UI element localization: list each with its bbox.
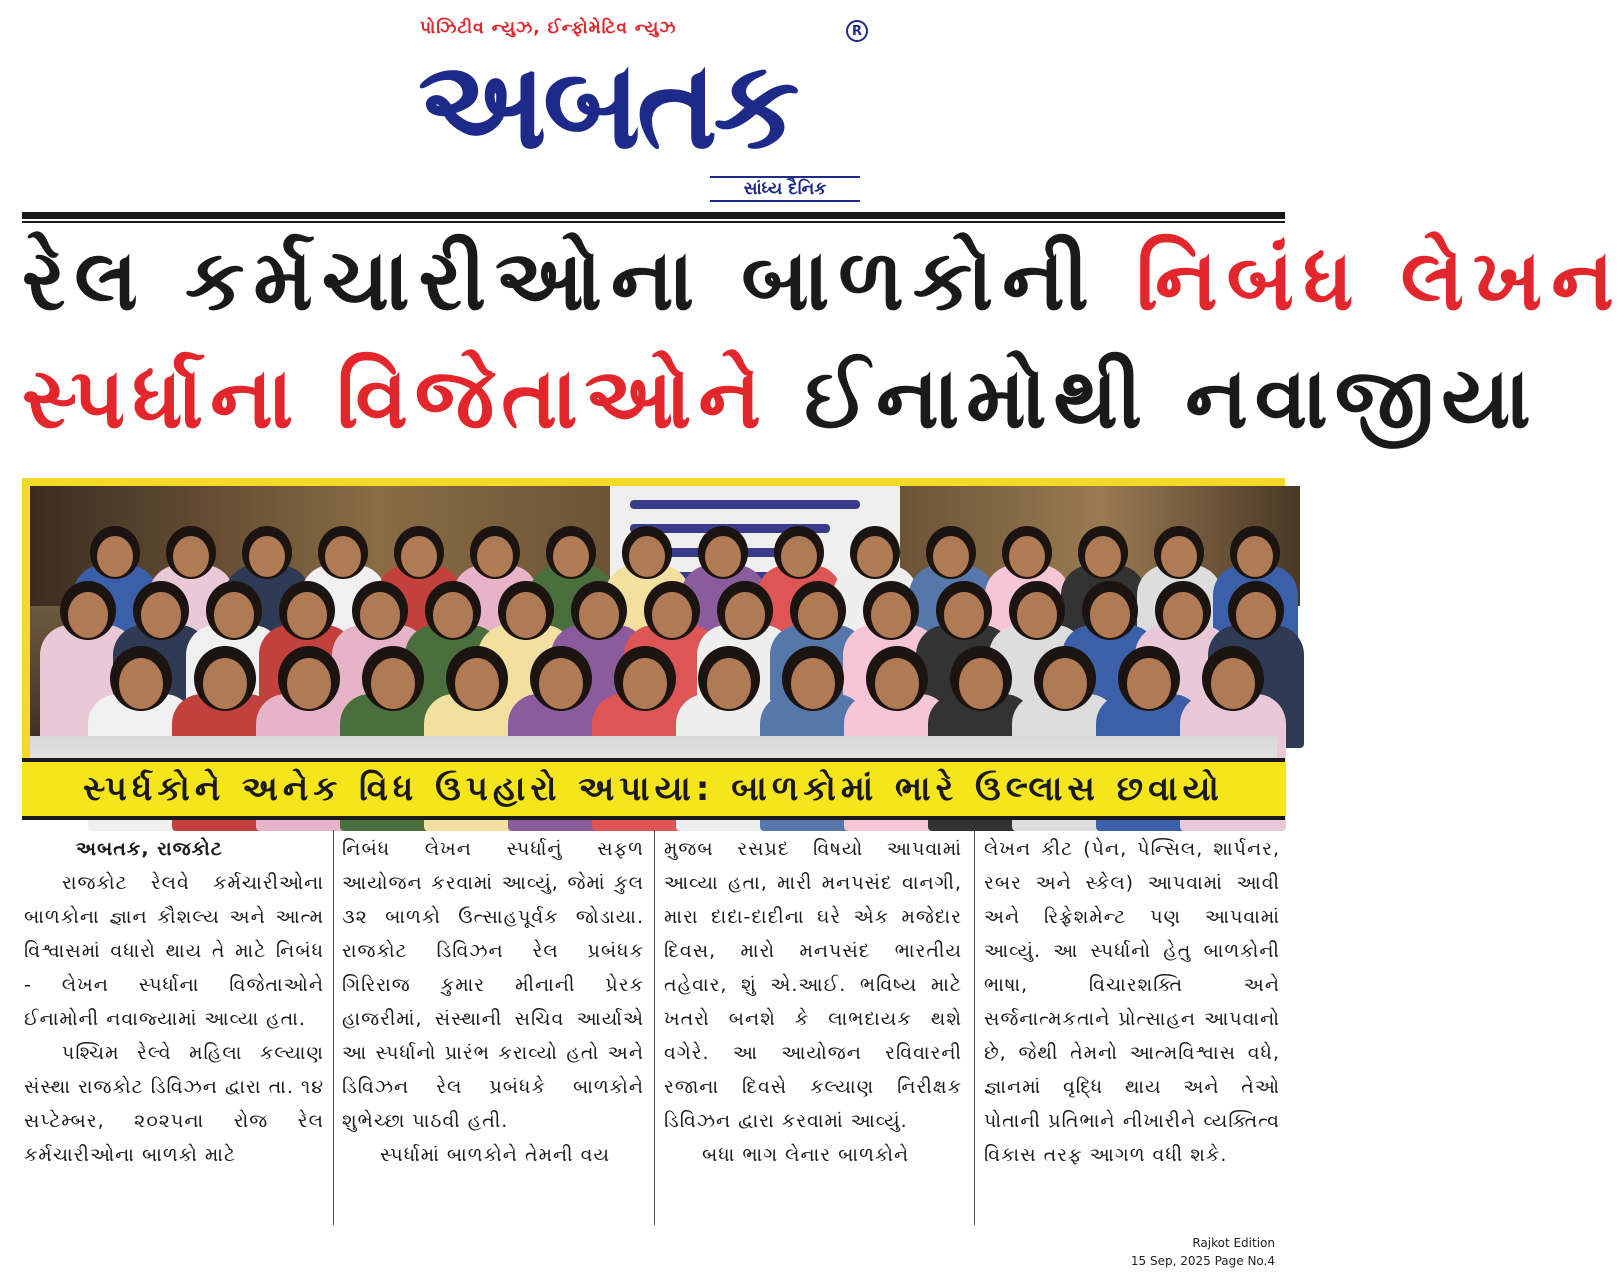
article-column-2 <box>342 832 644 1232</box>
person-face <box>249 536 285 577</box>
article-paragraph: નિબંધ લેખન સ્પર્ધાનું સફળ આયોજન કરવામાં આવ્યું, જેમાં કુલ ૩૨ બાળકો ઉત્સાહપૂર્વક જોડાયા. રાજકોટ ડિવિઝન રેલ પ્રબંધક ગિરિરાજ કુમાર મીનાની પ્રેરક હાજરીમાં, સંસ્થાની સચિવ આર્યાએ આ સ્પર્ધાનો પ્રારંભ કરાવ્યો હતો અને ડિવિઝન રેલ પ્રબંધકે બાળકોને શુભેચ્છા પાઠવી હતી. <box>342 838 644 1132</box>
person-face <box>97 536 133 577</box>
person-face <box>203 658 248 709</box>
headline-line-1-black: રેલ કર્મચારીઓના બાળકોની <box>22 231 1098 329</box>
banner-text-stroke <box>630 500 860 509</box>
person-face <box>1163 592 1203 638</box>
person-face <box>1211 658 1256 709</box>
person-face <box>725 592 765 638</box>
person-face <box>781 536 817 577</box>
column-divider <box>333 830 334 1225</box>
person-face <box>959 658 1004 709</box>
column-divider <box>974 830 975 1225</box>
page-footer <box>1131 1234 1275 1270</box>
headline-line-1 <box>22 231 1623 329</box>
article-paragraph: મુજબ રસપ્રદ વિષયો આપવામાં આવ્યા હતા, મારી મનપસંદ વાનગી, મારા દાદા-દાદીના ઘરે એક મજેદાર દિવસ, મારો મનપસંદ ભારતીય તહેવાર, શું એ.આઈ. ભવિષ્ય માટે ખતરો બનશે કે લાભદાયક થશે વગેરે. આ આયોજન રવિવારની રજાના દિવસે કલ્યાણ નિરીક્ષક ડિવિઝન દ્વારા કરવામાં આવ્યું. <box>664 838 962 1132</box>
article-column-3 <box>664 832 962 1232</box>
masthead-tagline: પોઝિટીવ ન્યુઝ, ઈન્ફોમેટિવ ન્યુઝ <box>420 18 677 38</box>
edition-label: Rajkot Edition <box>1192 1236 1275 1250</box>
masthead-rule-thin <box>22 221 1285 223</box>
person-face <box>944 592 984 638</box>
photo-caption: સ્પર્ધકોને અનેક વિધ ઉપહારો અપાયા: બાળકોમાં ભારે ઉલ્લાસ છવાયો <box>22 758 1285 820</box>
person-face <box>371 658 416 709</box>
person-face <box>652 592 692 638</box>
person-face <box>629 536 665 577</box>
headline-line-1-red: નિબંધ લેખન <box>1135 231 1623 329</box>
article-paragraph: રાજકોટ રેલવે કર્મચારીઓના બાળકોના જ્ઞાન કૌશલ્ય અને આત્મ વિશ્વાસમાં વધારો થાય તે માટે નિબંધ - લેખન સ્પર્ધાના વિજેતાઓને ઈનામોની નવાજ્યામાં આવ્યા હતા. <box>24 872 324 1030</box>
headline-line-2-black: ઈનામોથી નવાજીયા <box>804 349 1538 447</box>
group-photo <box>30 486 1277 796</box>
person-face <box>791 658 836 709</box>
person-face <box>360 592 400 638</box>
person-face <box>68 592 108 638</box>
headline-line-2-red: સ્પર્ધાના વિજેતાઓને <box>22 349 768 447</box>
person-face <box>455 658 500 709</box>
person-face <box>1161 536 1197 577</box>
article-paragraph: પશ્ચિમ રેલ્વે મહિલા કલ્યાણ સંસ્થા રાજકોટ ડિવિઝન દ્વારા તા. ૧૪ સપ્ટેમ્બર, ૨૦૨૫ના રોજ રેલ કર્મચારીઓના બાળકો માટે <box>24 1042 324 1166</box>
person-face <box>325 536 361 577</box>
person-face <box>1237 536 1273 577</box>
person-face <box>477 536 513 577</box>
person-face <box>287 592 327 638</box>
article-paragraph: બધા ભાગ લેનાર બાળકોને <box>702 1144 910 1166</box>
person-face <box>173 536 209 577</box>
person-face <box>933 536 969 577</box>
article-paragraph: લેખન કીટ (પેન, પેન્સિલ, શાર્પનર, રબર અને સ્કેલ) આપવામાં આવી અને રિફ્રેશમેન્ટ પણ આપવામાં આવ્યું. આ સ્પર્ધાનો હેતુ બાળકોની ભાષા, વિચારશક્તિ અને સર્જનાત્મકતાને પ્રોત્સાહન આપવાનો છે, જેથી તેમનો આત્મવિશ્વાસ વધે, જ્ઞાનમાં વૃદ્ધિ થાય અને તેઓ પોતાની પ્રતિભાને નીખારીને વ્યક્તિત્વ વિકાસ તરફ આગળ વધી શકે. <box>984 838 1280 1166</box>
person-face <box>579 592 619 638</box>
person-face <box>119 658 164 709</box>
date-page-label: 15 Sep, 2025 Page No.4 <box>1130 1254 1275 1268</box>
column-divider <box>654 830 655 1225</box>
person-face <box>141 592 181 638</box>
masthead-subtitle: સાંધ્ય દૈનિક <box>710 176 860 202</box>
person-face <box>553 536 589 577</box>
person-face <box>1236 592 1276 638</box>
person-face <box>705 536 741 577</box>
article-dateline: અબતક, રાજકોટ <box>76 838 223 860</box>
person-face <box>1043 658 1088 709</box>
person-face <box>798 592 838 638</box>
photo-frame <box>22 478 1285 804</box>
masthead-rule <box>22 212 1285 219</box>
person-face <box>433 592 473 638</box>
person-face <box>287 658 332 709</box>
person-face <box>857 536 893 577</box>
person-face <box>1009 536 1045 577</box>
person-face <box>1090 592 1130 638</box>
person-face <box>214 592 254 638</box>
headline-line-2 <box>22 349 1538 447</box>
person-face <box>1017 592 1057 638</box>
article-column-4 <box>984 832 1280 1232</box>
person-face <box>707 658 752 709</box>
person-face <box>1085 536 1121 577</box>
person-face <box>623 658 668 709</box>
person-face <box>401 536 437 577</box>
registered-mark-icon: R <box>846 20 868 42</box>
newspaper-logo: અબતક <box>418 34 796 176</box>
person-face <box>506 592 546 638</box>
article-paragraph: સ્પર્ધામાં બાળકોને તેમની વય <box>380 1144 611 1166</box>
person-face <box>539 658 584 709</box>
person-face <box>875 658 920 709</box>
person-face <box>1127 658 1172 709</box>
person-face <box>871 592 911 638</box>
article-column-1 <box>24 832 324 1232</box>
